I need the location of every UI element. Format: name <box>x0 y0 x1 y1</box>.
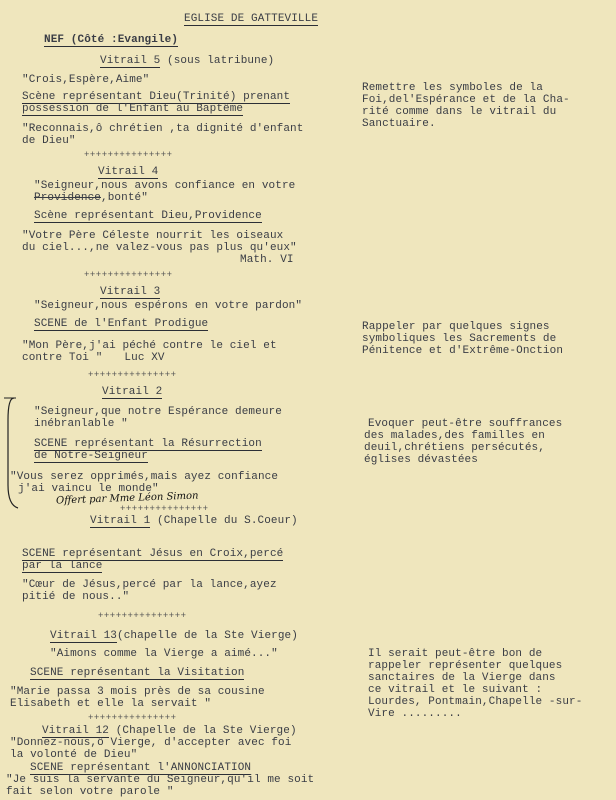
vitrail-2-motto-1: "Seigneur,que notre Espérance demeure <box>34 406 282 418</box>
vitrail-12-heading: Vitrail 12 (Chapelle de la Ste Vierge) <box>42 725 297 737</box>
section-heading: NEF (Côté :Evangile) <box>44 34 179 46</box>
vitrail-1-heading: Vitrail 1 (Chapelle du S.Coeur) <box>90 515 298 527</box>
vitrail-1-quote-1: "Cœur de Jésus,percé par la lance,ayez <box>22 579 277 591</box>
vitrail-5-quote-1: "Reconnais,ô chrétien ,ta dignité d'enfant <box>22 123 304 135</box>
vitrail-4-motto-2: Providence,bonté" <box>34 192 148 204</box>
separator: +++++++++++++++ <box>84 150 173 160</box>
vitrail-3-heading: Vitrail 3 <box>100 286 161 298</box>
note-4-line-4: ce vitrail et le suivant : <box>368 684 543 696</box>
vitrail-13-scene: SCENE représentant la Visitation <box>30 667 245 679</box>
note-1-line-4: Sanctuaire. <box>362 118 436 130</box>
vitrail-3-scene: SCENE de l'Enfant Prodigue <box>34 318 209 330</box>
note-3-line-3: deuil,chrétiens persécutés, <box>364 442 545 454</box>
vitrail-1-scene-1: SCENE représentant Jésus en Croix,percé <box>22 548 284 560</box>
vitrail-2-heading: Vitrail 2 <box>102 386 163 398</box>
vitrail-13-quote-2: Elisabeth et elle la servait " <box>10 698 212 710</box>
separator: +++++++++++++++ <box>84 270 173 280</box>
separator: +++++++++++++++ <box>98 611 187 621</box>
note-2-line-1: Rappeler par quelques signes <box>362 321 550 333</box>
vitrail-4-quote-1: "Votre Père Céleste nourrit les oiseaux <box>22 230 284 242</box>
vitrail-2-quote-1: "Vous serez opprimés,mais ayez confiance <box>10 471 279 483</box>
vitrail-13-motto: "Aimons comme la Vierge a aimé..." <box>50 648 278 660</box>
vitrail-2-motto-2: inébranlable " <box>34 418 128 430</box>
vitrail-12-quote-2: fait selon votre parole " <box>6 786 174 798</box>
vitrail-4-quote-2: du ciel...,ne valez-vous pas plus qu'eux" <box>22 242 297 254</box>
vitrail-2-scene-2: de Notre-Seigneur <box>34 450 148 462</box>
vitrail-5-quote-2: de Dieu" <box>22 135 76 147</box>
vitrail-2-scene-1: SCENE représentant la Résurrection <box>34 438 262 450</box>
note-3-line-4: églises dévastées <box>364 454 478 466</box>
vitrail-13-heading: Vitrail 13(chapelle de la Ste Vierge) <box>50 630 298 642</box>
handwritten-note: Offert par Mme Léon Simon <box>55 490 199 507</box>
note-1-line-2: Foi,del'Espérance et de la Cha- <box>362 94 570 106</box>
note-4-line-1: Il serait peut-être bon de <box>368 648 543 660</box>
separator: +++++++++++++++ <box>120 504 209 514</box>
vitrail-4-reference: Math. VI <box>240 254 294 266</box>
note-2-line-2: symboliques les Sacrements de <box>362 333 557 345</box>
vitrail-4-scene: Scène représentant Dieu,Providence <box>34 210 262 222</box>
document-title: EGLISE DE GATTEVILLE <box>184 13 319 25</box>
vitrail-3-motto: "Seigneur,nous espérons en votre pardon" <box>34 300 303 312</box>
note-3-line-1: Evoquer peut-être souffrances <box>368 418 563 430</box>
vitrail-13-quote-1: "Marie passa 3 mois près de sa cousine <box>10 686 265 698</box>
separator: +++++++++++++++ <box>88 370 177 380</box>
vitrail-1-quote-2: pitié de nous.." <box>22 591 130 603</box>
note-4-line-5: Lourdes, Pontmain,Chapelle -sur- <box>368 696 583 708</box>
vitrail-5-heading: Vitrail 5 (sous latribune) <box>100 55 275 67</box>
vitrail-5-scene-1: Scène représentant Dieu(Trinité) prenant <box>22 91 291 103</box>
vitrail-4-heading: Vitrail 4 <box>98 166 159 178</box>
note-3-line-2: des malades,des familles en <box>364 430 545 442</box>
vitrail-4-motto-1: "Seigneur,nous avons confiance en votre <box>34 180 296 192</box>
vitrail-3-quote-2: contre Toi " Luc XV <box>22 352 165 364</box>
separator: +++++++++++++++ <box>88 713 177 723</box>
note-1-line-3: rité comme dans le vitrail du <box>362 106 557 118</box>
vitrail-12-scene: SCENE représentant l'ANNONCIATION <box>30 762 252 774</box>
vitrail-12-motto-1: "Donnez-nous,ô Vierge, d'accepter avec foi <box>10 737 292 749</box>
vitrail-12-motto-2: la volonté de Dieu" <box>10 749 138 761</box>
vitrail-5-scene-2: possession de l'Enfant au Baptême <box>22 103 244 115</box>
vitrail-5-motto: "Crois,Espère,Aime" <box>22 74 150 86</box>
vitrail-12-quote-1: "Je suis la servante du Seigneur,qu'il me soit <box>6 774 315 786</box>
vitrail-1-scene-2: par la lance <box>22 560 103 572</box>
note-1-line-1: Remettre les symboles de la <box>362 82 543 94</box>
vitrail-2-quote-2: j'ai vaincu le monde" <box>18 483 159 495</box>
note-2-line-3: Pénitence et d'Extrême-Onction <box>362 345 564 357</box>
note-4-line-3: sanctaires de la Vierge dans <box>368 672 556 684</box>
vitrail-3-quote-1: "Mon Père,j'ai péché contre le ciel et <box>22 340 277 352</box>
note-4-line-6: Vire ......... <box>368 708 462 720</box>
note-4-line-2: rappeler représenter quelques <box>368 660 563 672</box>
